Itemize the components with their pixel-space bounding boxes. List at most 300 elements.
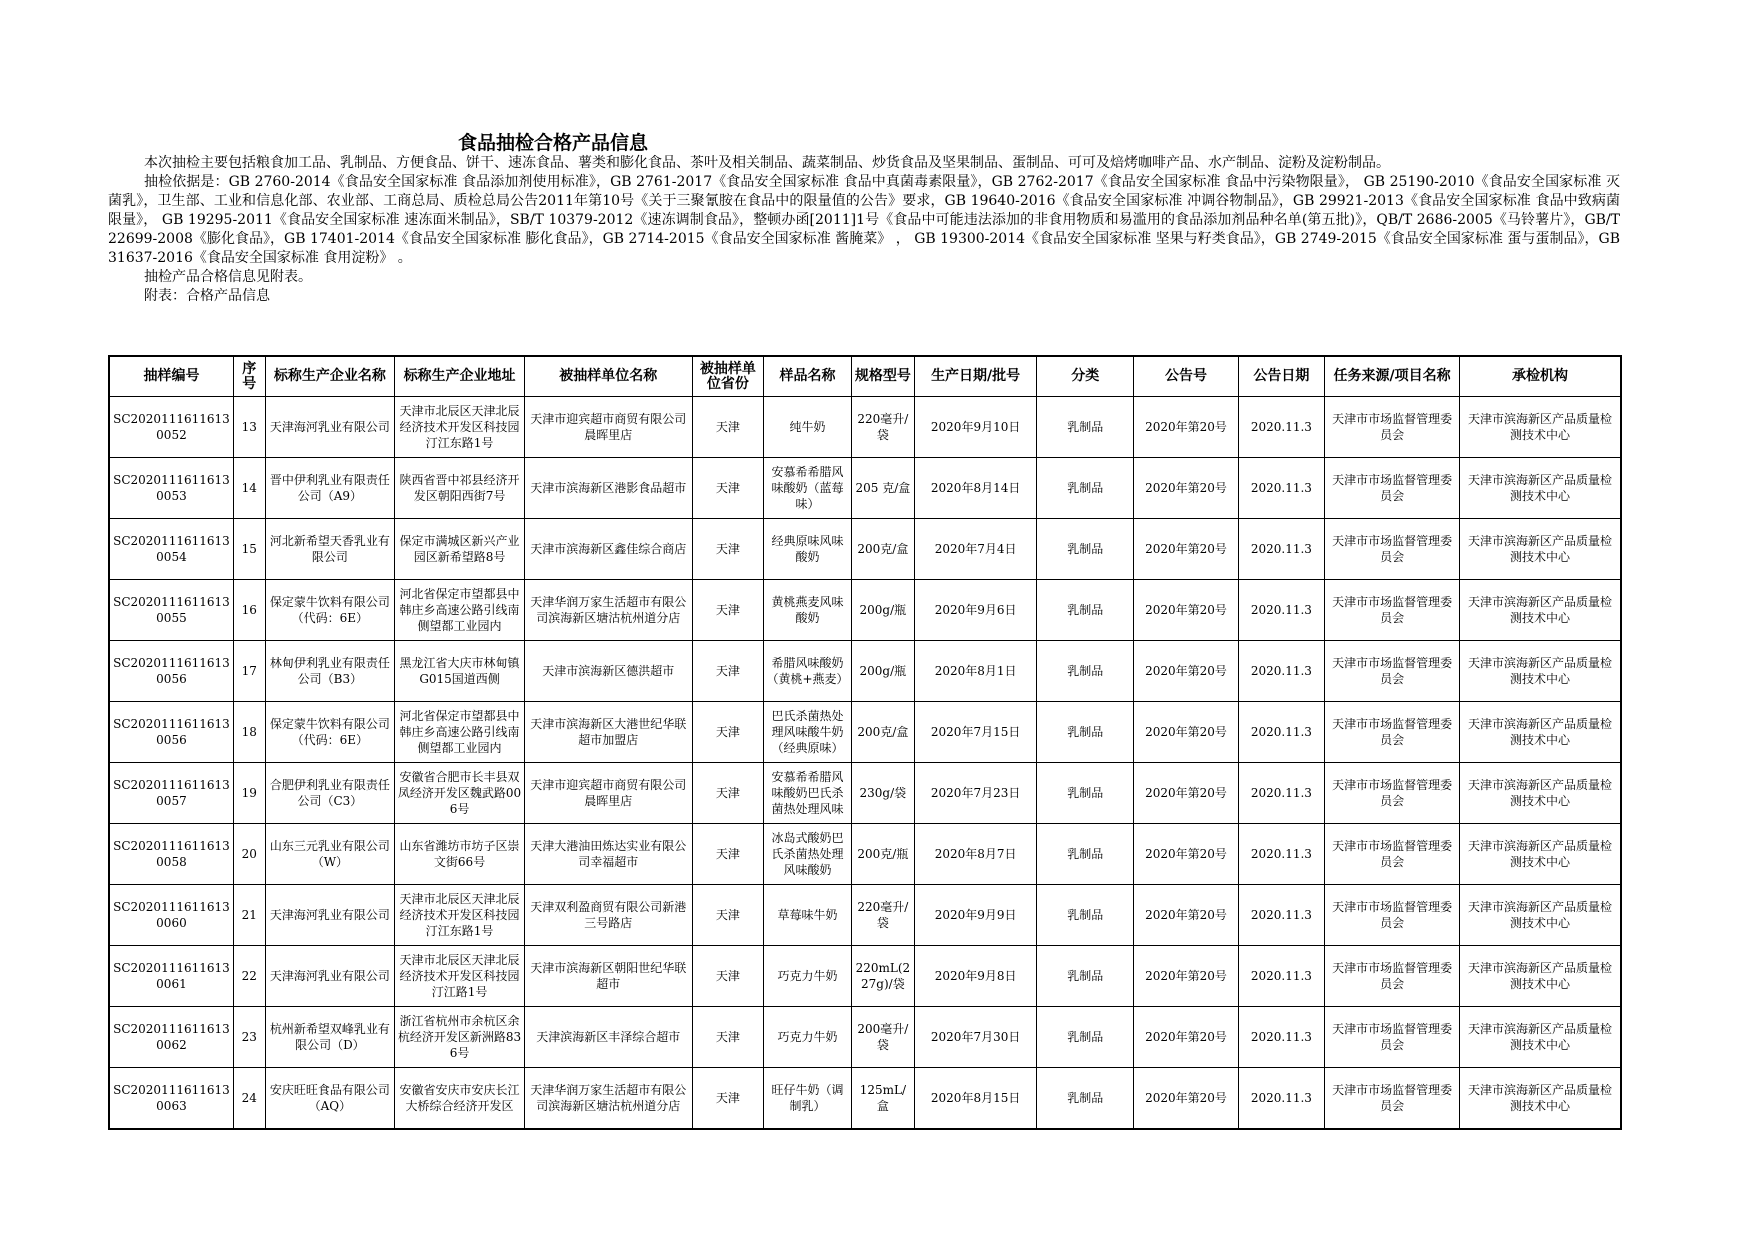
cell-manufacturer-address (395, 885, 525, 946)
cell-sample-name (764, 1007, 852, 1068)
cell-text: 天津 (715, 542, 740, 556)
cell-text: 205 克/盒 (855, 481, 911, 495)
cell-text: 2020年第20号 (1145, 908, 1227, 922)
cell-category (1037, 946, 1134, 1007)
cell-text: 浙江省杭州市余杭区余杭经济开发区新洲路836号 (397, 1014, 522, 1060)
cell-text: 天津市市场监督管理委员会 (1332, 656, 1453, 686)
intro-scope: 本次抽检主要包括粮食加工品、乳制品、方便食品、饼干、速冻食品、薯类和膨化食品、茶叶及相关制品、蔬菜制品、炒货食品及坚果制品、蛋制品、可可及焙烤咖啡产品、水产制品、淀粉及淀粉制品。 (144, 155, 1390, 171)
cell-text: SC20201116116130056 (113, 656, 230, 686)
cell-notice-date (1238, 458, 1324, 519)
column-header-sampled-unit: 被抽样单位名称 (524, 356, 692, 397)
cell-notice-number (1134, 702, 1238, 763)
cell-sampled-province (692, 641, 764, 702)
cell-production-date (914, 1068, 1036, 1130)
cell-production-date (914, 885, 1036, 946)
cell-text: 保定蒙牛饮料有限公司（代码：6E） (269, 595, 390, 625)
cell-text: 安徽省安庆市安庆长江大桥综合经济开发区 (399, 1083, 520, 1113)
cell-testing-agency (1460, 641, 1621, 702)
cell-text: 2020.11.3 (1250, 969, 1312, 983)
cell-sampled-province (692, 1068, 764, 1130)
cell-sample-id (109, 519, 233, 580)
cell-sample-name (764, 397, 852, 458)
cell-text: 天津市滨海新区朝阳世纪华联超市 (530, 961, 687, 991)
cell-notice-number (1134, 885, 1238, 946)
cell-task-source (1325, 458, 1460, 519)
cell-text: 乳制品 (1067, 542, 1104, 556)
cell-text: SC20201116116130053 (113, 473, 230, 503)
cell-manufacturer-name (265, 519, 395, 580)
cell-manufacturer-address (395, 1007, 525, 1068)
cell-text: 200克/盒 (857, 542, 909, 556)
cell-manufacturer-name (265, 1007, 395, 1068)
cell-text: 天津市迎宾超市商贸有限公司晨晖里店 (530, 412, 687, 442)
cell-text: 乳制品 (1067, 847, 1104, 861)
cell-text: 2020年8月14日 (930, 481, 1021, 495)
cell-sampled-province (692, 519, 764, 580)
cell-testing-agency (1460, 885, 1621, 946)
cell-text: 16 (241, 603, 257, 617)
column-header-index: 序号 (233, 356, 265, 397)
cell-text: 13 (241, 420, 257, 434)
cell-testing-agency (1460, 519, 1621, 580)
cell-text: 天津华润万家生活超市有限公司滨海新区塘沽杭州道分店 (530, 595, 687, 625)
cell-text: 天津 (715, 664, 740, 678)
intro-basis: 抽检依据是：GB 2760-2014《食品安全国家标准 食品添加剂使用标准》，GB 2761-2017《食品安全国家标准 食品中真菌毒素限量》，GB 2762-2017《食品安全国家标准 食品中污染物限量》， GB 25190-2010《食品安全国家标准 灭菌乳》，卫生部、工业和信息化部、农业部、工商总局、质检总局公告2011年第10号《关于三聚氰胺在食品中的限量值的公告》要求，GB 19640-2016《食品安全国家标准 冲调谷物制品》，GB 29921-2013《食品安全国家标准 食品中致病菌限量》， GB 19295-2011《食品安全国家标准 速冻面米制品》，SB/T 10379-2012《速冻调制食品》，整顿办函[2011]1号《食品中可能违法添加的非食用物质和易滥用的食品添加剂品种名单(第五批)》，QB/T 2686-2005《马铃薯片》，GB/T 22699-2008《膨化食品》，GB 17401-2014《食品安全国家标准 膨化食品》，GB 2714-2015《食品安全国家标准 酱腌菜》 ， GB 19300-2014《食品安全国家标准 坚果与籽类食品》，GB 2749-2015《食品安全国家标准 蛋与蛋制品》，GB 31637-2016《食品安全国家标准 食用淀粉》 。 (108, 174, 1620, 266)
cell-notice-date (1238, 1068, 1324, 1130)
cell-spec (851, 641, 914, 702)
cell-index (233, 946, 265, 1007)
cell-text: 天津市市场监督管理委员会 (1332, 717, 1453, 747)
cell-text: 200克/盒 (857, 725, 909, 739)
cell-manufacturer-address (395, 641, 525, 702)
cell-production-date (914, 641, 1036, 702)
table-header-row (109, 356, 1621, 397)
cell-text: 纯牛奶 (789, 420, 826, 434)
cell-text: 河北省保定市望都县中韩庄乡高速公路引线南侧望都工业园内 (399, 709, 520, 755)
cell-text: 天津海河乳业有限公司 (269, 969, 390, 983)
cell-text: 2020年第20号 (1145, 847, 1227, 861)
cell-text: 2020.11.3 (1250, 1091, 1312, 1105)
cell-task-source (1325, 702, 1460, 763)
cell-text: 天津 (715, 1091, 740, 1105)
cell-category (1037, 824, 1134, 885)
cell-category (1037, 1007, 1134, 1068)
cell-text: 河北省保定市望都县中韩庄乡高速公路引线南侧望都工业园内 (399, 587, 520, 633)
cell-manufacturer-address (395, 1068, 525, 1130)
cell-notice-number (1134, 824, 1238, 885)
cell-text: 安庆旺旺食品有限公司（AQ） (269, 1083, 390, 1113)
cell-testing-agency (1460, 1068, 1621, 1130)
cell-production-date (914, 702, 1036, 763)
cell-sampled-unit (524, 824, 692, 885)
cell-text: SC20201116116130055 (113, 595, 230, 625)
cell-testing-agency (1460, 763, 1621, 824)
cell-spec (851, 519, 914, 580)
cell-text: 天津市滨海新区德洪超市 (542, 664, 675, 678)
cell-text: 乳制品 (1067, 420, 1104, 434)
cell-text: 200g/瓶 (859, 603, 907, 617)
cell-index (233, 1007, 265, 1068)
cell-text: 2020.11.3 (1250, 664, 1312, 678)
cell-spec (851, 763, 914, 824)
cell-sample-id (109, 458, 233, 519)
cell-production-date (914, 519, 1036, 580)
cell-text: 2020.11.3 (1250, 725, 1312, 739)
cell-sample-name (764, 580, 852, 641)
cell-text: 林甸伊利乳业有限责任公司（B3） (269, 656, 390, 686)
cell-text: 2020年8月1日 (934, 664, 1017, 678)
cell-sample-name (764, 519, 852, 580)
cell-text: 乳制品 (1067, 1030, 1104, 1044)
cell-text: 黑龙江省大庆市林甸镇G015国道西侧 (399, 656, 520, 686)
table-row (109, 1068, 1621, 1130)
table-row (109, 763, 1621, 824)
cell-task-source (1325, 885, 1460, 946)
column-header-testing-agency: 承检机构 (1460, 356, 1621, 397)
cell-index (233, 397, 265, 458)
cell-text: 2020.11.3 (1250, 1030, 1312, 1044)
cell-text: 天津市滨海新区港影食品超市 (530, 481, 687, 495)
cell-text: 乳制品 (1067, 786, 1104, 800)
cell-testing-agency (1460, 946, 1621, 1007)
cell-text: 乳制品 (1067, 1091, 1104, 1105)
column-header-sample-id: 抽样编号 (109, 356, 233, 397)
cell-category (1037, 458, 1134, 519)
cell-text: 2020年7月15日 (930, 725, 1021, 739)
cell-notice-number (1134, 580, 1238, 641)
cell-text: 天津市市场监督管理委员会 (1332, 1083, 1453, 1113)
cell-text: 200毫升/袋 (857, 1022, 909, 1052)
cell-spec (851, 397, 914, 458)
cell-text: 乳制品 (1067, 481, 1104, 495)
cell-sample-id (109, 946, 233, 1007)
cell-text: 天津滨海新区丰泽综合超市 (536, 1030, 681, 1044)
cell-text: 天津双利盈商贸有限公司新港三号路店 (530, 900, 687, 930)
cell-testing-agency (1460, 580, 1621, 641)
cell-task-source (1325, 824, 1460, 885)
cell-text: 天津 (715, 603, 740, 617)
cell-text: 2020年9月9日 (934, 908, 1017, 922)
cell-text: 2020.11.3 (1250, 908, 1312, 922)
cell-notice-number (1134, 397, 1238, 458)
cell-manufacturer-address (395, 519, 525, 580)
intro-text (108, 154, 1620, 306)
cell-testing-agency (1460, 397, 1621, 458)
cell-sample-id (109, 397, 233, 458)
cell-text: 2020.11.3 (1250, 786, 1312, 800)
cell-manufacturer-name (265, 1068, 395, 1130)
cell-text: 200克/瓶 (857, 847, 909, 861)
cell-notice-date (1238, 519, 1324, 580)
column-header-sampled-province: 被抽样单位省份 (692, 356, 764, 397)
page-title: 食品抽检合格产品信息 (458, 132, 649, 154)
column-header-sample-name: 样品名称 (764, 356, 852, 397)
cell-sample-name (764, 458, 852, 519)
cell-text: 2020年第20号 (1145, 969, 1227, 983)
cell-text: 23 (241, 1030, 257, 1044)
cell-production-date (914, 763, 1036, 824)
cell-text: 杭州新希望双峰乳业有限公司（D） (269, 1022, 390, 1052)
cell-notice-date (1238, 1007, 1324, 1068)
cell-sample-name (764, 1068, 852, 1130)
cell-manufacturer-address (395, 458, 525, 519)
cell-text: 天津市市场监督管理委员会 (1332, 412, 1453, 442)
column-header-manufacturer-address: 标称生产企业地址 (395, 356, 525, 397)
cell-text: 天津华润万家生活超市有限公司滨海新区塘沽杭州道分店 (530, 1083, 687, 1113)
cell-index (233, 824, 265, 885)
cell-manufacturer-address (395, 946, 525, 1007)
cell-task-source (1325, 763, 1460, 824)
cell-text: 230g/袋 (859, 786, 907, 800)
cell-manufacturer-address (395, 580, 525, 641)
cell-text: 安慕希希腊风味酸奶（蓝莓味） (771, 465, 844, 511)
table-row (109, 946, 1621, 1007)
cell-text: 天津市市场监督管理委员会 (1332, 1022, 1453, 1052)
cell-text: 山东三元乳业有限公司（W） (269, 839, 390, 869)
cell-index (233, 580, 265, 641)
cell-text: 巧克力牛奶 (777, 969, 838, 983)
cell-text: 保定市满城区新兴产业园区新希望路8号 (399, 534, 520, 564)
cell-text: 乳制品 (1067, 908, 1104, 922)
cell-production-date (914, 397, 1036, 458)
cell-index (233, 1068, 265, 1130)
cell-sample-name (764, 763, 852, 824)
cell-text: 2020.11.3 (1250, 420, 1312, 434)
cell-notice-number (1134, 458, 1238, 519)
cell-testing-agency (1460, 458, 1621, 519)
cell-text: 天津市北辰区天津北辰经济技术开发区科技园汀江路1号 (399, 953, 520, 999)
cell-sample-name (764, 641, 852, 702)
cell-text: 2020.11.3 (1250, 847, 1312, 861)
cell-sample-name (764, 885, 852, 946)
cell-text: SC20201116116130052 (113, 412, 230, 442)
cell-text: 天津 (715, 725, 740, 739)
cell-text: 天津市北辰区天津北辰经济技术开发区科技园汀江东路1号 (399, 892, 520, 938)
cell-sampled-province (692, 763, 764, 824)
cell-text: SC20201116116130060 (113, 900, 230, 930)
cell-text: 2020年8月7日 (934, 847, 1017, 861)
cell-text: 乳制品 (1067, 725, 1104, 739)
cell-notice-date (1238, 885, 1324, 946)
cell-sampled-unit (524, 580, 692, 641)
cell-notice-number (1134, 763, 1238, 824)
cell-sample-id (109, 763, 233, 824)
cell-text: 2020年第20号 (1145, 786, 1227, 800)
cell-task-source (1325, 397, 1460, 458)
column-header-task-source: 任务来源/项目名称 (1325, 356, 1460, 397)
cell-sample-id (109, 1068, 233, 1130)
cell-manufacturer-name (265, 946, 395, 1007)
cell-sampled-province (692, 1007, 764, 1068)
cell-text: 天津市迎宾超市商贸有限公司晨晖里店 (530, 778, 687, 808)
cell-sampled-province (692, 702, 764, 763)
intro-note: 抽检产品合格信息见附表。 (144, 269, 312, 285)
cell-text: 天津 (715, 1030, 740, 1044)
cell-text: 2020年8月15日 (930, 1091, 1021, 1105)
table-row (109, 519, 1621, 580)
cell-text: 21 (241, 908, 257, 922)
cell-text: 24 (241, 1091, 257, 1105)
table-body (109, 397, 1621, 1130)
cell-text: 天津市滨海新区产品质量检测技术中心 (1468, 900, 1613, 930)
cell-text: 天津市市场监督管理委员会 (1332, 534, 1453, 564)
cell-text: 天津 (715, 786, 740, 800)
cell-text: 天津市滨海新区产品质量检测技术中心 (1468, 1083, 1613, 1113)
cell-text: 2020.11.3 (1250, 542, 1312, 556)
cell-text: 2020年第20号 (1145, 603, 1227, 617)
cell-production-date (914, 1007, 1036, 1068)
cell-text: 乳制品 (1067, 969, 1104, 983)
cell-index (233, 519, 265, 580)
cell-manufacturer-name (265, 397, 395, 458)
cell-task-source (1325, 946, 1460, 1007)
cell-manufacturer-name (265, 702, 395, 763)
cell-sampled-province (692, 885, 764, 946)
column-header-production-date: 生产日期/批号 (914, 356, 1036, 397)
cell-text: 220毫升/袋 (857, 900, 909, 930)
cell-text: 天津市滨海新区产品质量检测技术中心 (1468, 473, 1613, 503)
cell-sampled-unit (524, 763, 692, 824)
cell-sample-name (764, 702, 852, 763)
cell-text: 天津市北辰区天津北辰经济技术开发区科技园汀江东路1号 (399, 404, 520, 450)
cell-text: 天津市滨海新区产品质量检测技术中心 (1468, 717, 1613, 747)
cell-index (233, 458, 265, 519)
cell-text: 2020年第20号 (1145, 481, 1227, 495)
cell-text: 黄桃燕麦风味酸奶 (771, 595, 844, 625)
cell-manufacturer-address (395, 824, 525, 885)
cell-notice-date (1238, 824, 1324, 885)
cell-text: 19 (241, 786, 257, 800)
cell-sampled-unit (524, 946, 692, 1007)
cell-text: 天津市滨海新区产品质量检测技术中心 (1468, 778, 1613, 808)
cell-text: SC20201116116130056 (113, 717, 230, 747)
cell-manufacturer-name (265, 763, 395, 824)
cell-text: 经典原味风味酸奶 (771, 534, 844, 564)
cell-text: 220毫升/袋 (857, 412, 909, 442)
cell-text: SC20201116116130062 (113, 1022, 230, 1052)
cell-text: SC20201116116130063 (113, 1083, 230, 1113)
cell-text: SC20201116116130054 (113, 534, 230, 564)
cell-text: 安慕希希腊风味酸奶巴氏杀菌热处理风味 (771, 770, 844, 816)
cell-text: 天津市滨海新区产品质量检测技术中心 (1468, 595, 1613, 625)
cell-text: 天津市市场监督管理委员会 (1332, 595, 1453, 625)
cell-text: 15 (241, 542, 257, 556)
column-header-notice-number: 公告号 (1134, 356, 1238, 397)
cell-category (1037, 885, 1134, 946)
cell-spec (851, 580, 914, 641)
cell-text: 山东省潍坊市坊子区崇文街66号 (399, 839, 520, 869)
cell-spec (851, 1068, 914, 1130)
cell-text: 天津市市场监督管理委员会 (1332, 839, 1453, 869)
cell-manufacturer-address (395, 763, 525, 824)
cell-spec (851, 1007, 914, 1068)
cell-notice-date (1238, 641, 1324, 702)
table-row (109, 1007, 1621, 1068)
cell-text: 希腊风味酸奶（黄桃+燕麦） (766, 656, 849, 686)
cell-testing-agency (1460, 824, 1621, 885)
cell-text: 天津 (715, 481, 740, 495)
cell-sampled-unit (524, 397, 692, 458)
cell-text: 天津市滨海新区产品质量检测技术中心 (1468, 412, 1613, 442)
column-header-notice-date: 公告日期 (1238, 356, 1324, 397)
cell-sampled-unit (524, 519, 692, 580)
cell-production-date (914, 824, 1036, 885)
cell-text: 2020.11.3 (1250, 481, 1312, 495)
column-header-manufacturer-name: 标称生产企业名称 (265, 356, 395, 397)
cell-text: 天津 (715, 969, 740, 983)
cell-sample-id (109, 702, 233, 763)
cell-sample-id (109, 641, 233, 702)
cell-spec (851, 702, 914, 763)
cell-notice-number (1134, 519, 1238, 580)
cell-manufacturer-address (395, 397, 525, 458)
cell-manufacturer-name (265, 885, 395, 946)
cell-notice-date (1238, 946, 1324, 1007)
cell-text: 陕西省晋中祁县经济开发区朝阳西街7号 (399, 473, 520, 503)
cell-text: 天津 (715, 420, 740, 434)
cell-text: 巴氏杀菌热处理风味酸牛奶（经典原味） (771, 709, 844, 755)
table-row (109, 702, 1621, 763)
cell-category (1037, 519, 1134, 580)
cell-production-date (914, 580, 1036, 641)
cell-sampled-unit (524, 702, 692, 763)
cell-text: SC20201116116130058 (113, 839, 230, 869)
cell-text: 天津 (715, 847, 740, 861)
cell-text: 乳制品 (1067, 603, 1104, 617)
cell-text: 晋中伊利乳业有限责任公司（A9） (269, 473, 390, 503)
cell-production-date (914, 458, 1036, 519)
cell-sampled-province (692, 580, 764, 641)
cell-notice-date (1238, 580, 1324, 641)
cell-text: 天津市滨海新区产品质量检测技术中心 (1468, 534, 1613, 564)
cell-text: 天津市滨海新区产品质量检测技术中心 (1468, 839, 1613, 869)
cell-spec (851, 824, 914, 885)
cell-text: 天津市滨海新区大港世纪华联超市加盟店 (530, 717, 687, 747)
cell-manufacturer-address (395, 702, 525, 763)
cell-text: 天津市市场监督管理委员会 (1332, 778, 1453, 808)
cell-text: 天津市市场监督管理委员会 (1332, 900, 1453, 930)
cell-category (1037, 702, 1134, 763)
cell-spec (851, 458, 914, 519)
table-row (109, 824, 1621, 885)
cell-sample-name (764, 824, 852, 885)
cell-text: 巧克力牛奶 (777, 1030, 838, 1044)
cell-testing-agency (1460, 702, 1621, 763)
cell-text: 旺仔牛奶（调制乳） (771, 1083, 844, 1113)
qualified-products-table (108, 355, 1622, 1130)
cell-sampled-unit (524, 458, 692, 519)
cell-text: 2020年7月23日 (930, 786, 1021, 800)
cell-text: 2020年9月6日 (934, 603, 1017, 617)
cell-text: 17 (241, 664, 257, 678)
cell-text: 乳制品 (1067, 664, 1104, 678)
cell-text: 天津市滨海新区产品质量检测技术中心 (1468, 1022, 1613, 1052)
cell-text: 2020年9月10日 (930, 420, 1021, 434)
cell-notice-date (1238, 702, 1324, 763)
cell-index (233, 641, 265, 702)
cell-index (233, 702, 265, 763)
table-row (109, 580, 1621, 641)
cell-text: 天津海河乳业有限公司 (269, 420, 390, 434)
column-header-category: 分类 (1037, 356, 1134, 397)
cell-sample-name (764, 946, 852, 1007)
cell-category (1037, 580, 1134, 641)
intro-appendix: 附表：合格产品信息 (144, 288, 270, 304)
cell-text: 天津市滨海新区鑫佳综合商店 (530, 542, 687, 556)
cell-notice-number (1134, 946, 1238, 1007)
cell-text: 2020年第20号 (1145, 1091, 1227, 1105)
cell-sampled-unit (524, 1068, 692, 1130)
